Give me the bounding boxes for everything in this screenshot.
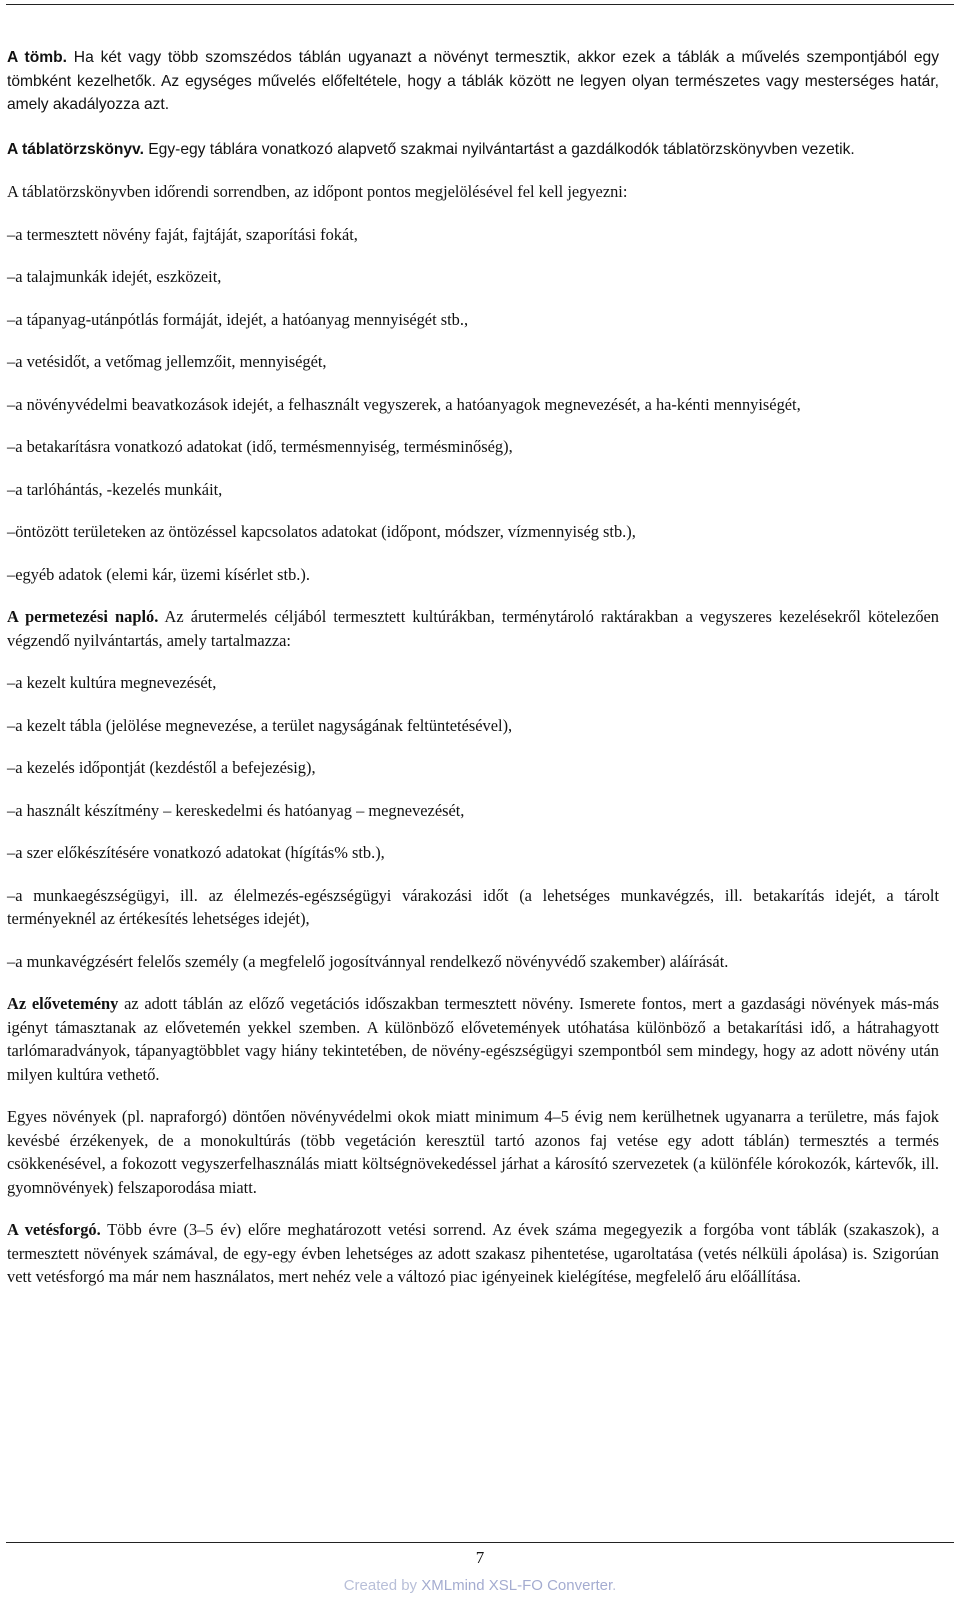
list-item: –a kezelt tábla (jelölése megnevezése, a terület nagyságának feltüntetésével),	[7, 715, 513, 735]
list-item: –a tarlóhántás, -kezelés munkáit,	[7, 479, 223, 499]
term-permetezesi-naplo: A permetezési napló.	[7, 607, 159, 626]
footer-rule	[6, 1542, 954, 1543]
paragraph-tablatorzskonyv	[7, 138, 939, 162]
term-tablatorzskonyv: A táblatörzskönyv.	[7, 140, 144, 158]
list-item: –egyéb adatok (elemi kár, üzemi kísérlet stb.).	[7, 564, 310, 584]
list-item: –a munkavégzésért felelős személy (a megfelelő jogosítvánnyal rendelkező növényvédő szakember) aláírását.	[7, 951, 729, 971]
credit-brand-link[interactable]: XMLmind XSL-FO Converter	[421, 1577, 613, 1594]
list-item: –a munkaegészségügyi, ill. az élelmezés-egészségügyi várakozási időt (a lehetséges munkavégzés, ill. betakarítás idejét, a tárolt terményeknél az értékesítés lehetséges idejét),	[7, 885, 939, 928]
credit-suffix: .	[612, 1577, 617, 1594]
paragraph-tomb	[7, 46, 939, 117]
text-tomb: Ha két vagy több szomszédos táblán ugyanazt a növényt termesztik, akkor ezek a táblák a művelés szempontjából egy tömbként kezelhetők. Az egységes művelés előfeltétele, hogy a táblák között ne legyen olyan természetes vagy mesterséges határ, amely akadályozza azt.	[7, 49, 939, 113]
term-eloveteme: Az elővetemény	[7, 994, 119, 1013]
paragraph-egyes-novenyek: Egyes növények (pl. napraforgó) döntően növényvédelmi okok miatt minimum 4–5 évig nem kerülhetnek ugyanarra a területre, más fajok kevésbé érzékenyek, de a monokultúrás (több vegetáción keresztül tartó azonos faj vetése egy adott táblán) termesztés a termés csökkenésével, a fokozott vegyszerfelhasználás miatt költségnövekedéssel járhat a károsító szervezetek (a különféle kórokozók, kártevők, ill. gyomnövények) felszaporodása miatt.	[7, 1107, 939, 1197]
list-item: –a szer előkészítésére vonatkozó adatokat (hígítás% stb.),	[7, 843, 385, 862]
credit-prefix: Created by	[343, 1577, 422, 1594]
page-number: 7	[475, 1548, 485, 1567]
term-tomb: A tömb.	[7, 49, 67, 66]
term-vetesforgo: A vetésforgó.	[7, 1220, 101, 1239]
list-item: –öntözött területeken az öntözéssel kapcsolatos adatokat (időpont, módszer, vízmennyiség stb.),	[7, 522, 636, 541]
list-item: –a kezelt kultúra megnevezését,	[7, 673, 217, 692]
list-item: –a növényvédelmi beavatkozások idejét, a felhasznált vegyszerek, a hatóanyagok megnevezését, a ha-kénti mennyiségét,	[7, 394, 801, 414]
list-item: –a betakarításra vonatkozó adatokat (idő, termésmennyiség, termésminőség),	[7, 437, 513, 456]
document-body	[7, 46, 939, 1289]
paragraph-eloveteme	[7, 992, 939, 1086]
text-tablatorzskonyv: Egy-egy táblára vonatkozó alapvető szakmai nyilvántartást a gazdálkodók táblatörzskönyvben vezetik.	[143, 140, 855, 158]
list-item: –a tápanyag-utánpótlás formáját, idejét, a hatóanyag mennyiségét stb.,	[7, 309, 469, 329]
paragraph-vetesforgo	[7, 1218, 939, 1289]
paragraph-tablatorzskonyv-intro: A táblatörzskönyvben időrendi sorrendben, az időpont pontos megjelölésével fel kell jegyezni:	[7, 182, 628, 201]
text-permetezesi-naplo: Az árutermelés céljából termesztett kultúrákban, terménytároló raktárakban a vegyszeres kezelésekről kötelezően végzendő nyilvántartás, amely tartalmazza:	[7, 607, 939, 650]
text-eloveteme: az adott táblán az előző vegetációs időszakban termesztett növény. Ismerete fontos, mert a gazdasági növények más-más igényt támasztanak az elővetemén yekkel szemben. A különböző elővetemények utóhatása különböző a betakarítási idő, a hátrahagyott tarlómaradványok, tápanyagtöbblet vagy hiány tekintetében, de növény-egészségügyi szempontból sem mindegy, hogy az adott növény után milyen kultúra vethető.	[7, 994, 940, 1084]
paragraph-permetezesi-naplo	[7, 605, 939, 652]
generator-credit	[0, 1577, 960, 1594]
header-rule	[6, 4, 954, 5]
text-vetesforgo: Több évre (3–5 év) előre meghatározott vetési sorrend. Az évek száma megegyezik a forgóba vont táblák (szakaszok), a termesztett növények számával, de egy-egy évben lehetséges az adott szakasz pihentetése, ugaroltatása (vetés nélküli ápolása) is. Szigorúan vett vetésforgó ma már nem használatos, mert nehéz vele a változó piac igényeinek kielégítése, megfelelő áru előállítása.	[7, 1220, 940, 1286]
list-item: –a kezelés időpontját (kezdéstől a befejezésig),	[7, 758, 316, 777]
list-item: –a használt készítmény – kereskedelmi és hatóanyag – megnevezését,	[7, 800, 465, 820]
list-item: –a talajmunkák idejét, eszközeit,	[7, 267, 222, 286]
list-item: –a termesztett növény faját, fajtáját, szaporítási fokát,	[7, 224, 358, 244]
list-item: –a vetésidőt, a vetőmag jellemzőit, mennyiségét,	[7, 352, 327, 371]
